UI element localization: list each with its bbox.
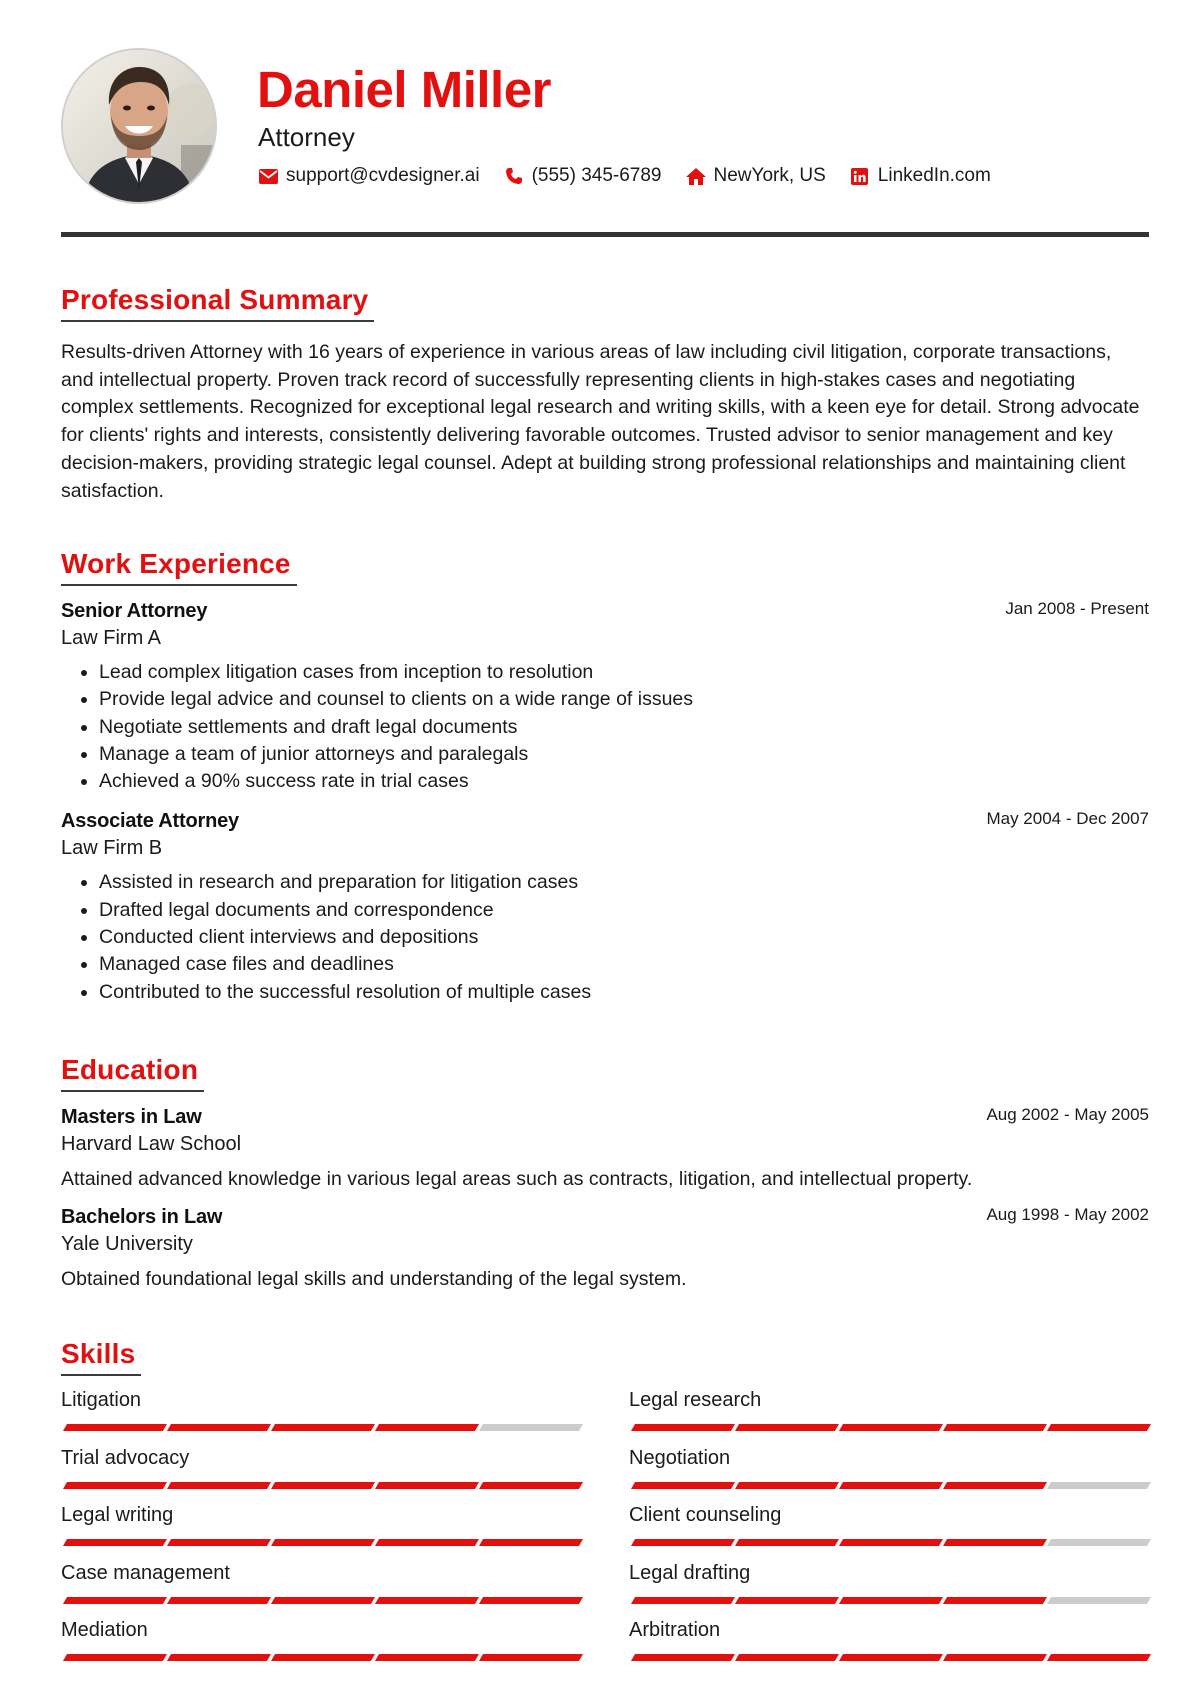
list-item: • Achieved a 90% success rate in trial cases [99,768,1149,795]
summary-text: Results-driven Attorney with 16 years of experience in various areas of law including civil litigation, corporate transactions, and intellectual property. Proven track record of successfully representing clients in high-stakes cases and negotiating complex settlements. Recognized for exceptional legal research and writing skills, with a keen eye for detail. Strong advocate for clients' rights and interests, consistently delivering favorable outcomes. Trusted advisor to senior management and key decision-makers, providing strategic legal counsel. Adept at building strong professional relationships and maintaining client satisfaction. [61,341,1140,502]
skill-name: Trial advocacy [61,1446,190,1469]
list-item: • Assisted in research and preparation for litigation cases [99,869,1149,896]
skill-segment-filled [631,1654,735,1661]
contact-phone[interactable] [504,165,662,187]
skill-segment-filled [271,1654,375,1661]
skill-segment-filled [63,1424,167,1431]
job-company: Law Firm A [61,627,162,649]
skill-segment-filled [735,1424,839,1431]
skill-segment-filled [63,1482,167,1489]
contact-email[interactable] [258,165,480,187]
skill-segment-filled [167,1654,271,1661]
skill-segment-empty [479,1424,583,1431]
summary-section [61,284,1149,505]
education-entry [61,1204,1149,1292]
skill-item [629,1388,1149,1445]
contact-linkedin-text: LinkedIn.com [877,165,991,186]
skill-segment-filled [63,1539,167,1546]
education-section [61,1054,1149,1292]
skill-segment-filled [271,1424,375,1431]
skill-rating-bar [629,1539,1149,1546]
skill-segment-filled [735,1539,839,1546]
skill-name: Legal drafting [629,1561,751,1584]
header-divider [61,232,1149,237]
skill-rating-bar [61,1482,581,1489]
skills-section [61,1338,1149,1641]
skill-segment-empty [1047,1539,1151,1546]
skill-item [61,1561,581,1618]
skill-segment-filled [479,1539,583,1546]
resume-page [61,0,1149,1641]
skill-segment-filled [375,1597,479,1604]
section-heading-education: Education [61,1054,204,1092]
education-dates: Aug 1998 - May 2002 [986,1205,1149,1224]
skill-item [629,1503,1149,1560]
skill-segment-filled [943,1654,1047,1661]
skill-segment-filled [943,1597,1047,1604]
skill-segment-filled [271,1539,375,1546]
profile-photo [63,50,215,202]
skill-segment-filled [839,1482,943,1489]
envelope-icon [258,166,278,186]
skill-segment-filled [1047,1654,1151,1661]
skill-item [629,1561,1149,1618]
job-company: Law Firm B [61,837,163,860]
skill-segment-filled [839,1597,943,1604]
skill-segment-filled [631,1482,735,1489]
skill-name: Negotiation [629,1446,731,1469]
home-icon [686,166,706,186]
skill-segment-filled [839,1424,943,1431]
skill-item [61,1618,581,1675]
skill-name: Mediation [61,1619,148,1641]
skill-segment-filled [271,1597,375,1604]
skill-segment-filled [735,1597,839,1604]
job-bullets [61,659,1149,795]
candidate-name: Daniel Miller [257,61,551,118]
skill-segment-filled [735,1482,839,1489]
skill-rating-bar [61,1597,581,1604]
skill-segment-filled [375,1482,479,1489]
skill-item [61,1503,581,1560]
skill-rating-bar [61,1654,581,1661]
skill-item [629,1618,1149,1675]
list-item: • Contributed to the successful resolution of multiple cases [99,979,1149,1006]
job-title: Senior Attorney [61,600,208,622]
skill-name: Legal writing [61,1504,174,1526]
skill-segment-filled [63,1654,167,1661]
skill-segment-filled [167,1539,271,1546]
phone-icon [504,166,524,186]
education-description: Attained advanced knowledge in various legal areas such as contracts, litigation, and intellectual property. [61,1168,973,1190]
skill-name: Litigation [61,1389,142,1411]
school-name: Harvard Law School [61,1133,242,1155]
experience-section [61,548,1149,1006]
school-name: Yale University [61,1233,193,1255]
skill-rating-bar [61,1539,581,1546]
candidate-title: Attorney [258,122,355,152]
skill-item [61,1446,581,1503]
list-item: • Negotiate settlements and draft legal documents [99,714,1149,741]
contact-phone-text: (555) 345-6789 [531,165,662,186]
section-heading-skills: Skills [61,1338,141,1376]
job-title: Associate Attorney [61,810,239,833]
skill-segment-empty [1047,1482,1151,1489]
list-item: • Manage a team of junior attorneys and paralegals [99,741,1149,768]
skill-rating-bar [629,1597,1149,1604]
skill-segment-filled [631,1539,735,1546]
list-item: • Lead complex litigation cases from inception to resolution [99,659,1149,686]
skill-name: Client counseling [629,1504,782,1526]
job-dates: May 2004 - Dec 2007 [986,809,1149,829]
linkedin-icon [850,166,870,186]
contact-list [258,165,1015,187]
skill-name: Case management [61,1561,230,1584]
skill-rating-bar [629,1482,1149,1489]
job-entry [61,598,1149,795]
skill-segment-filled [479,1482,583,1489]
contact-location [686,165,826,187]
job-bullets [61,869,1149,1005]
skill-segment-filled [271,1482,375,1489]
section-heading-summary: Professional Summary [61,284,374,322]
skill-segment-filled [839,1654,943,1661]
contact-email-text: support@cvdesigner.ai [286,165,480,186]
skill-item [61,1388,581,1445]
skill-segment-filled [631,1597,735,1604]
skill-segment-filled [735,1654,839,1661]
contact-location-text: NewYork, US [713,165,826,186]
skill-segment-filled [479,1597,583,1604]
skill-segment-filled [167,1597,271,1604]
skill-segment-filled [375,1654,479,1661]
skill-segment-filled [631,1424,735,1431]
skill-segment-filled [943,1539,1047,1546]
section-heading-experience: Work Experience [61,548,297,586]
skill-rating-bar [629,1654,1149,1661]
skill-segment-filled [479,1654,583,1661]
skill-rating-bar [61,1424,581,1431]
list-item: • Drafted legal documents and correspondence [99,897,1149,924]
skill-rating-bar [629,1424,1149,1431]
education-entry [61,1104,1149,1192]
list-item: • Provide legal advice and counsel to clients on a wide range of issues [99,686,1149,713]
skill-name: Legal research [629,1389,762,1411]
skill-segment-empty [1047,1597,1151,1604]
skill-segment-filled [943,1482,1047,1489]
job-entry [61,808,1149,1005]
skill-segment-filled [167,1424,271,1431]
skill-segment-filled [375,1424,479,1431]
contact-linkedin[interactable] [850,165,991,187]
job-dates: Jan 2008 - Present [1005,599,1149,618]
skill-segment-filled [167,1482,271,1489]
list-item: • Conducted client interviews and depositions [99,924,1149,951]
education-description: Obtained foundational legal skills and understanding of the legal system. [61,1268,687,1290]
skill-name: Arbitration [629,1619,721,1641]
resume-header [61,0,1149,236]
skill-segment-filled [1047,1424,1151,1431]
avatar [61,48,217,204]
skill-segment-filled [375,1539,479,1546]
skill-segment-filled [943,1424,1047,1431]
skill-segment-filled [839,1539,943,1546]
degree-title: Masters in Law [61,1106,202,1128]
degree-title: Bachelors in Law [61,1206,223,1228]
education-dates: Aug 2002 - May 2005 [986,1105,1149,1124]
list-item: • Managed case files and deadlines [99,951,1149,978]
skill-item [629,1446,1149,1503]
skill-segment-filled [63,1597,167,1604]
